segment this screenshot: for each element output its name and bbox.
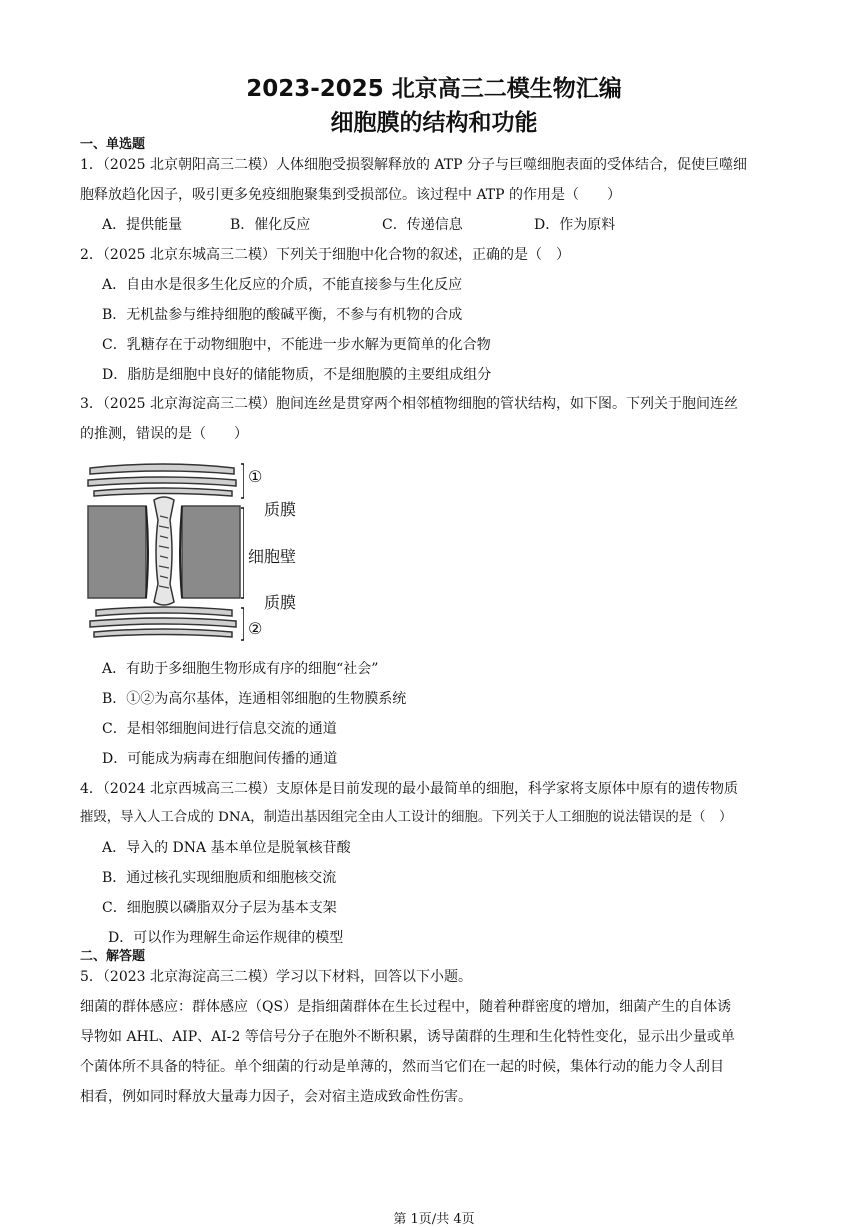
question-4-option-d: D．可以作为理解生命运作规律的模型 [108,930,344,946]
page-subtitle: 细胞膜的结构和功能 [330,110,538,136]
question-2-line-1: 2．（2025 北京东城高三二模）下列关于细胞中化合物的叙述，正确的是（ ） [80,247,570,263]
question-5-para-line-4: 相看，例如同时释放大量毒力因子，会对宿主造成致命性伤害。 [80,1089,472,1105]
question-3-option-c: C．是相邻细胞间进行信息交流的通道 [102,721,337,737]
section-heading-single-choice: 一、单选题 [80,137,146,152]
question-1-line-1: 1．（2025 北京朝阳高三二模）人体细胞受损裂解释放的 ATP 分子与巨噬细胞表面的受体结合，促使巨噬细 [80,157,747,173]
question-4-line-2: 摧毁，导入人工合成的 DNA，制造出基因组完全由人工设计的细胞。下列关于人工细胞的说法错误的是（ ） [80,810,733,825]
question-4-option-a: A．导入的 DNA 基本单位是脱氧核苷酸 [102,840,351,856]
question-1-option-a: A．提供能量 [102,217,183,233]
question-2-option-b: B．无机盐参与维持细胞的酸碱平衡，不参与有机物的合成 [102,307,463,323]
question-2-option-a: A．自由水是很多生化反应的介质，不能直接参与生化反应 [102,277,463,293]
page-footer: 第 1页/共 4页 [393,1212,475,1227]
section-heading-answer: 二、解答题 [80,949,146,964]
question-3-line-1: 3．（2025 北京海淀高三二模）胞间连丝是贯穿两个相邻植物细胞的管状结构，如下图。下列关于胞间连丝 [80,396,738,412]
question-1-option-d: D．作为原料 [534,217,616,233]
question-5-para-line-3: 个菌体所不具备的特征。单个细菌的行动是单薄的，然而当它们在一起的时候，集体行动的能力令人刮目 [80,1059,724,1075]
figure-label-membrane-bottom: 质膜 [264,593,297,612]
question-1-option-c: C．传递信息 [382,217,463,233]
figure-label-golgi-1: ① [248,467,263,486]
question-3-line-2: 的推测，错误的是（ ） [80,426,248,442]
channel [154,497,174,605]
question-5-para-line-2: 导物如 AHL、AIP、AI-2 等信号分子在胞外不断积累，诱导菌群的生理和生化特性变化，显示出少量或单 [80,1029,735,1045]
question-4-option-b: B．通过核孔实现细胞质和细胞核交流 [102,870,337,886]
top-golgi-layers [88,464,236,496]
question-1-line-2: 胞释放趋化因子，吸引更多免疫细胞聚集到受损部位。该过程中 ATP 的作用是（ ） [80,187,622,203]
cell-wall-right [182,506,240,598]
figure-label-cell-wall: 细胞壁 [248,547,297,566]
question-4-option-c: C．细胞膜以磷脂双分子层为基本支架 [102,900,337,916]
question-2-option-c: C．乳糖存在于动物细胞中，不能进一步水解为更简单的化合物 [102,337,491,353]
bottom-golgi-layers [90,607,236,637]
question-5-para-line-1: 细菌的群体感应：群体感应（QS）是指细菌群体在生长过程中，随着种群密度的增加，细菌产生的自体诱 [80,999,732,1015]
figure-label-golgi-2: ② [248,619,263,638]
plasmodesma-figure [84,460,244,643]
question-3-option-a: A．有助于多细胞生物形成有序的细胞“社会” [102,661,379,677]
question-2-option-d: D．脂肪是细胞中良好的储能物质，不是细胞膜的主要组成组分 [102,367,492,383]
question-5-line-1: 5．（2023 北京海淀高三二模）学习以下材料，回答以下小题。 [80,969,472,985]
page-title: 2023-2025 北京高三二模生物汇编 [246,76,622,102]
question-4-line-1: 4．（2024 北京西城高三二模）支原体是目前发现的最小最简单的细胞，科学家将支原体中原有的遗传物质 [80,781,738,797]
plasmodesma-diagram [84,460,244,643]
question-3-option-d: D．可能成为病毒在细胞间传播的通道 [102,751,338,767]
figure-label-membrane-top: 质膜 [264,500,297,519]
cell-wall-left [88,506,146,598]
question-1-option-b: B．催化反应 [230,217,311,233]
question-3-option-b: B．①②为高尔基体，连通相邻细胞的生物膜系统 [102,691,407,707]
